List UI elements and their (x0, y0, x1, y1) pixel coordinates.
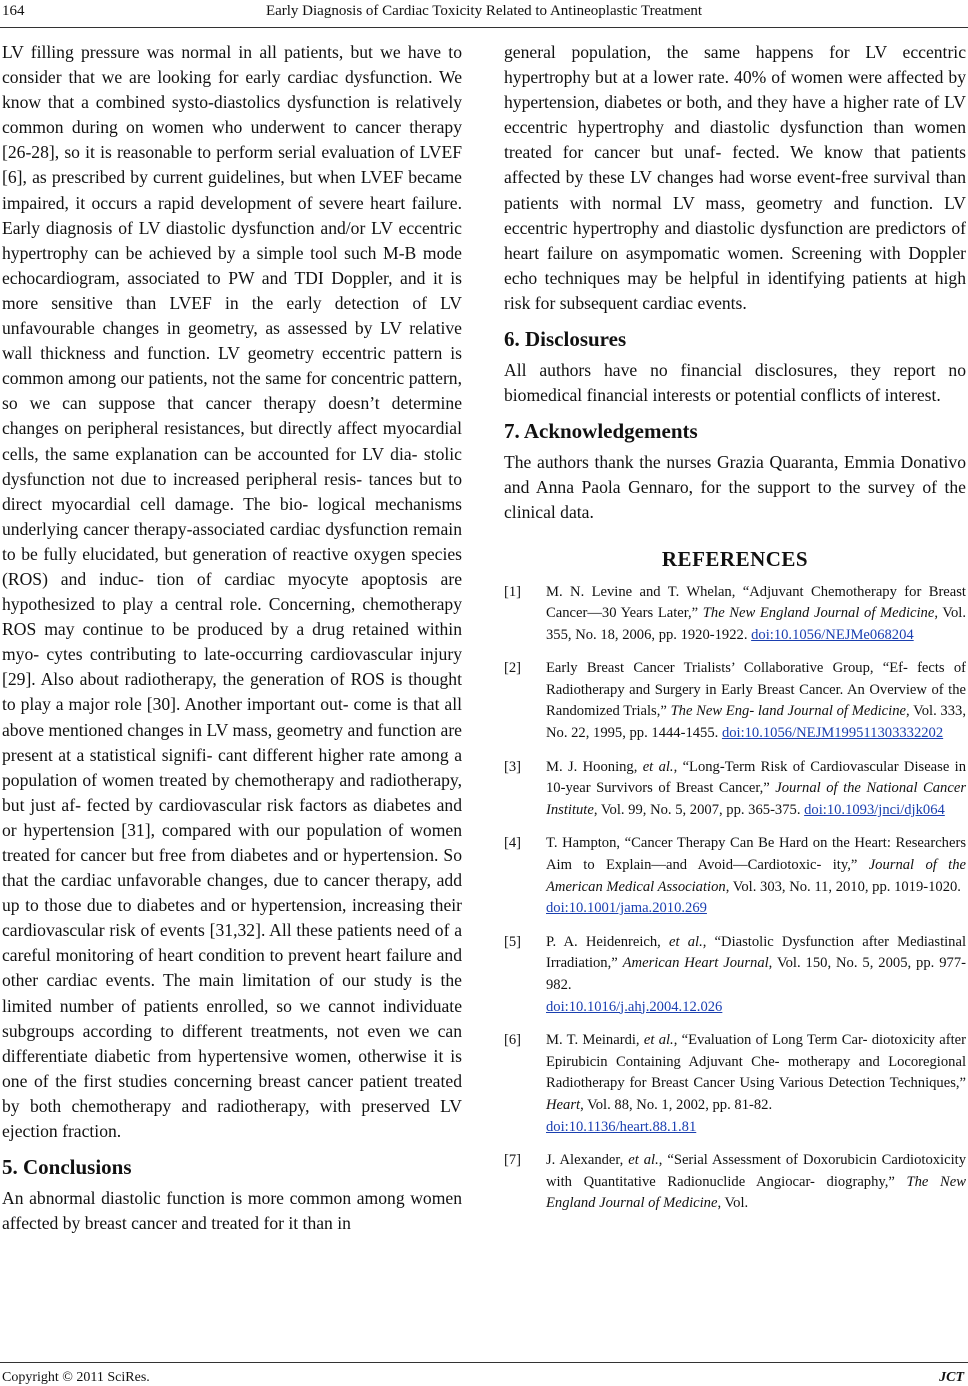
copyright-notice: Copyright © 2011 SciRes. (2, 1370, 150, 1385)
acknowledgements-text: The authors thank the nurses Grazia Quaranta, Emmia Donativo and Anna Paola Gennaro, for the support to the survey of the clinical data. (504, 452, 966, 523)
page-footer (0, 1362, 968, 1386)
journal-name: Journal of the National Cancer Institute (546, 780, 966, 818)
conclusions-heading: 5. Conclusions (2, 1155, 132, 1180)
doi-link[interactable]: doi:10.1136/heart.88.1.81 (546, 1118, 697, 1135)
journal-abbreviation: JCT (939, 1370, 964, 1385)
running-title: Early Diagnosis of Cardiac Toxicity Related to Antineoplastic Treatment (265, 3, 703, 19)
reference-item: [2] Early Breast Cancer Trialists’ Collaborative Group, “Ef- fects of Radiotherapy and Surgery in Early Breast Cancer. An Overview of the Randomized Trials,” The New Eng- land Journal of Medicine, Vol. 333, No. 22, 1995, pp. 1444-1455. doi:10.1056/NEJM199511303332202 (504, 660, 966, 742)
et-al: et al. (642, 758, 674, 775)
discussion-paragraph: LV filling pressure was normal in all patients, but we have to consider that we are looking for early cardiac dysfunction. We know that a combined systo-diastolics dysfunction is relatively common during on women who underwent to cancer therapy [26-28], so it is reasonable to perform serial evaluation of LVEF [6], as prescribed by current guidelines, but when LVEF became impaired, it occurs a rapid development of severe heart failure. Early diagnosis of LV diastolic dysfunction and/or LV eccentric hypertrophy can be achieved by a simple tool such M-B mode echocardiogram, associated to PW and TDI Doppler, and it is more sensitive than LVEF in the early detection of LV unfavourable changes in geometry, as assessed by LV relative wall thickness and function. LV geometry eccentric pattern is common among our patients, not the same for concentric pattern, so we can suppose that cancer therapy doesn’t determine changes on peripheral resistances, but directly affect myocardial cells, the same explanation can be accounted for LV dia- stolic dysfunction not due to increased peripheral resis- tances but to direct myocardial cell damage. The bio- logical mechanisms underlying cancer therapy-associated cardiac dysfunction remain to be fully elucidated, but generation of reactive oxygen species (ROS) and induc- tion of cardiac myocyte apoptosis are hypothesized to play a central role. Concerning, chemotherapy ROS may continue to be produced by a drug retained within myo- cytes contributing to late-occurring cardiovascular injury [29]. Also about radiotherapy, the generation of ROS is thought to play a major role [30]. Another important out- come is that all above mentioned changes in LV mass, geometry and function are present at a statistical signifi- cant different higher rate among a population of women treated by chemotherapy and radiotherapy, but just af- fected by cardiovascular risk factors as diabetes and or hypertension [31], compared with our population of women treated for cancer but free from diabetes and or hypertension. So that the cardiac unfavorable changes, due to cancer therapy, add up to those due to diabetes and or hypertension, increasing their cardiovascular risk of events [31,32]. All these patients need of a careful monitoring of heart condition to prevent heart failure and other cardiac events. The main limitation of our study is the limited number of patients enrolled, so we cannot individuate subgroups according to different treatments, not even we can differentiate diabetic from hypertensive women, otherwise it is one of the first studies concerning breast cancer patient treated by both chemotherapy and radiotherapy, with preserved LV ejection fraction. (2, 42, 462, 1142)
references-heading: REFERENCES (661, 546, 809, 571)
conclusions-text-end: general population, the same happens for LV eccentric hypertrophy but at a lower rate. 40% of women were affected by hypertension, diabetes or both, and they have a higher rate of LV eccentric hypertrophy and diastolic dysfunction than women treated for cancer but unaf- fected. We know that patients affected by these LV changes had worse event-free survival than patients with normal LV mass, geometry and function. LV eccentric hypertrophy and diastolic dysfunction are predictors of heart failure on asympomatic women. Screening with Doppler echo techniques may be helpful in identifying patients at high risk for subsequent cardiac events. (504, 42, 966, 313)
page-number: 164 (2, 3, 25, 19)
doi-link[interactable]: doi:10.1093/jnci/djk064 (804, 801, 945, 818)
disclosures-heading: 6. Disclosures (504, 327, 627, 352)
acknowledgements-heading: 7. Acknowledgements (504, 419, 698, 444)
reference-number: [2] (504, 660, 522, 677)
reference-item: [1] M. N. Levine and T. Whelan, “Adjuvant Chemotherapy for Breast Cancer—30 Years Later,” The New England Journal of Medicine, Vol. 355, No. 18, 2006, pp. 1920-1922. doi:10.1056/NEJMe068204 (504, 583, 966, 643)
page-header (0, 0, 968, 28)
doi-link[interactable]: doi:10.1001/jama.2010.269 (546, 900, 707, 917)
doi-link[interactable]: doi:10.1056/NEJM199511303332202 (721, 725, 944, 742)
journal-name: The New Eng- land Journal of Medicine (670, 703, 906, 720)
et-al: et al. (669, 933, 703, 950)
reference-item: [7] J. Alexander, et al., “Serial Assessment of Doxorubicin Cardiotoxicity with Quantitative Radionuclide Angiocar- diography,” The New England Journal of Medicine, Vol. (504, 1152, 966, 1212)
journal-name: Heart (546, 1096, 581, 1113)
doi-link[interactable]: doi:10.1056/NEJMe068204 (751, 626, 914, 643)
reference-number: [3] (504, 758, 522, 775)
reference-number: [7] (504, 1152, 522, 1169)
reference-item: [4] T. Hampton, “Cancer Therapy Can Be Hard on the Heart: Researchers Aim to Explain—and Avoid—Cardiotoxic- ity,” Journal of the American Medical Association, Vol. 303, No. 11, 2010, pp. 1019-1020. doi:10.1001/jama.2010.269 (504, 833, 966, 919)
et-al: et al. (643, 1032, 674, 1049)
journal-name: The New England Journal of Medicine (702, 605, 935, 622)
reference-number: [1] (504, 583, 522, 600)
journal-name: American Heart Journal (622, 955, 769, 972)
reference-list (504, 582, 966, 1215)
reference-number: [5] (504, 933, 522, 950)
journal-name: Journal of the American Medical Association (546, 857, 966, 895)
et-al: et al. (628, 1152, 659, 1169)
reference-item: [5] P. A. Heidenreich, et al., “Diastolic Dysfunction after Mediastinal Irradiation,” American Heart Journal, Vol. 150, No. 5, 2005, pp. 977-982. doi:10.1016/j.ahj.2004.12.026 (504, 932, 966, 1018)
reference-number: [4] (504, 835, 522, 852)
reference-item: [6] M. T. Meinardi, et al., “Evaluation of Long Term Car- diotoxicity after Epirubicin Containing Adjuvant Che- motherapy and Locoregional Radiotherapy for Breast Cancer Using Various Detection Techniques,” Heart, Vol. 88, No. 1, 2002, pp. 81-82. doi:10.1136/heart.88.1.81 (504, 1030, 966, 1138)
reference-item: [3] M. J. Hooning, et al., “Long-Term Risk of Cardiovascular Disease in 10-year Survivors of Breast Cancer,” Journal of the National Cancer Institute, Vol. 99, No. 5, 2007, pp. 365-375. doi:10.1093/jnci/djk064 (504, 758, 966, 818)
right-column (504, 40, 966, 1227)
reference-number: [6] (504, 1032, 522, 1049)
left-column (2, 40, 462, 1236)
disclosures-text: All authors have no financial disclosures, they report no biomedical financial interests or potential conflicts of interest. (504, 360, 966, 406)
conclusions-text-start: An abnormal diastolic function is more common among women affected by breast cancer and treated for it than in (2, 1188, 462, 1234)
doi-link[interactable]: doi:10.1016/j.ahj.2004.12.026 (546, 998, 723, 1015)
journal-name: The New England Journal of Medicine (546, 1173, 966, 1212)
